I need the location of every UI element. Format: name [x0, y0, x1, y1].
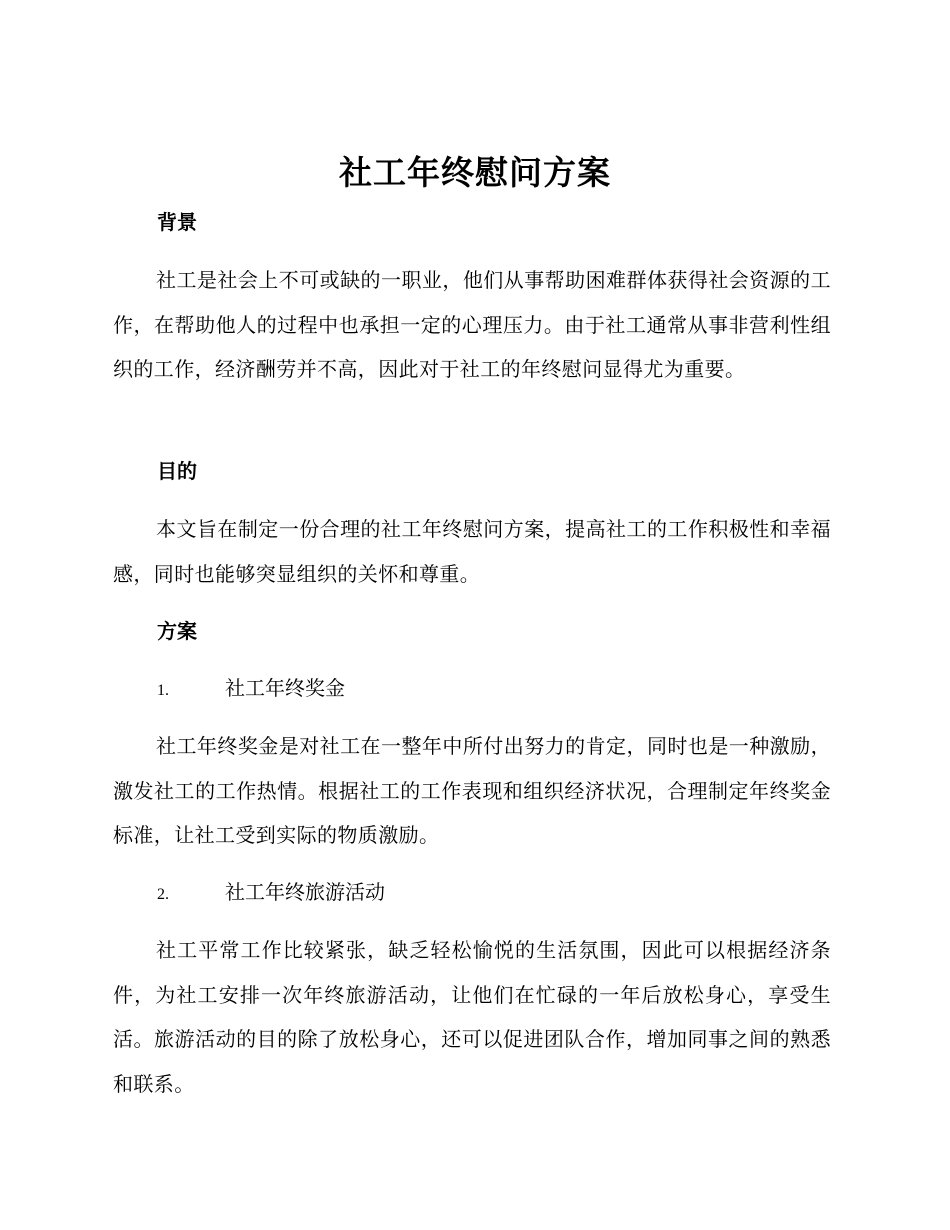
list-number: 2. — [157, 886, 169, 903]
list-item-1 — [157, 673, 345, 706]
paragraph-bonus: 社工年终奖金是对社工在一整年中所付出努力的肯定，同时也是一种激励，激发社工的工作热情。根据社工的工作表现和组织经济状况，合理制定年终奖金标准，让社工受到实际的物质激励。 — [113, 734, 831, 848]
list-item-title: 社工年终奖金 — [225, 676, 345, 700]
paragraph-purpose: 本文旨在制定一份合理的社工年终慰问方案，提高社工的工作积极性和幸福感，同时也能够突显组织的关怀和尊重。 — [113, 517, 831, 586]
paragraph-travel: 社工平常工作比较紧张，缺乏轻松愉悦的生活氛围，因此可以根据经济条件，为社工安排一次年终旅游活动，让他们在忙碌的一年后放松身心，享受生活。旅游活动的目的除了放松身心，还可以促进团队合作，增加同事之间的熟悉和联系。 — [113, 938, 831, 1096]
document-title: 社工年终慰问方案 — [339, 153, 611, 192]
list-item-title: 社工年终旅游活动 — [225, 880, 385, 904]
section-heading-purpose: 目的 — [157, 459, 197, 483]
list-number: 1. — [157, 682, 169, 699]
list-item-2 — [157, 877, 385, 910]
section-heading-background: 背景 — [157, 210, 197, 234]
section-heading-plan: 方案 — [157, 619, 197, 643]
paragraph-background: 社工是社会上不可或缺的一职业，他们从事帮助困难群体获得社会资源的工作，在帮助他人的过程中也承担一定的心理压力。由于社工通常从事非营利性组织的工作，经济酬劳并不高，因此对于社工的年终慰问显得尤为重要。 — [113, 268, 831, 382]
